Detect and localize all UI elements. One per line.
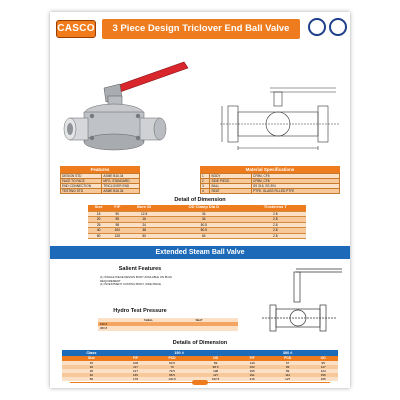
- cell: 98.5: [194, 365, 238, 369]
- dimension-header: F/F: [109, 205, 125, 211]
- material-spec: CF8M, CF8: [252, 179, 340, 184]
- cell: 152.5: [194, 377, 238, 381]
- hydro-title: Hydro Test Pressure: [113, 308, 167, 314]
- feature-label: FACE TO FACE: [61, 179, 102, 184]
- materials-title: Material Specifications: [200, 166, 340, 173]
- cell: 2.8: [245, 233, 306, 239]
- material-spec: PTFE, GLASS FILLED PTFE: [252, 189, 340, 194]
- header: [50, 12, 350, 52]
- cell: 25: [88, 222, 109, 228]
- cell: 38: [125, 228, 163, 234]
- page-title: 3 Piece Design Triclover End Ball Valve: [102, 19, 300, 39]
- cell: 34: [163, 211, 244, 217]
- class-table-title: Details of Dimension: [172, 340, 228, 346]
- cell: 50.5: [163, 228, 244, 234]
- hydro-header: SEAT: [194, 318, 238, 322]
- class-header: Class: [62, 350, 121, 356]
- cell: 25: [62, 369, 121, 373]
- technical-drawing: [218, 82, 344, 162]
- class-header: 300 #: [237, 350, 338, 356]
- cell: 40: [88, 228, 109, 234]
- cell: 165: [308, 377, 338, 381]
- quality-seal-icon: [329, 18, 347, 36]
- feature-value: ASME B16.34: [102, 189, 140, 194]
- cell: 89: [194, 361, 238, 365]
- cell: 12.5: [125, 211, 163, 217]
- cell: 70: [150, 365, 194, 369]
- salient-line: (1) SINGLE PIECE DESIGN BODY AVAILABLE ON BULK: [100, 275, 173, 279]
- sub-header: Size: [62, 356, 121, 361]
- cell: 20: [88, 217, 109, 223]
- sub-header: OD: [308, 356, 338, 361]
- cell: 165: [121, 373, 151, 377]
- cell: 152: [237, 365, 267, 369]
- cell: 50.5: [163, 222, 244, 228]
- cell: 117: [121, 365, 151, 369]
- features-table: [60, 173, 140, 194]
- material-spec: SS 316, SS 304: [252, 184, 340, 189]
- feature-value: ASME B16.34: [102, 174, 140, 179]
- cell: 98.5: [150, 373, 194, 377]
- cell: 108: [194, 369, 238, 373]
- material-part: BODY: [210, 174, 252, 179]
- hydro-table: [98, 318, 238, 331]
- cell: 40: [62, 373, 121, 377]
- cell: 120.5: [150, 377, 194, 381]
- cell: 67: [267, 361, 309, 365]
- cell: 114: [267, 373, 309, 377]
- material-no: 1: [201, 174, 210, 179]
- cell: 89: [267, 369, 309, 373]
- sub-header: F/F: [237, 356, 267, 361]
- cell: 95: [109, 217, 125, 223]
- features-title: Features: [60, 166, 140, 173]
- cell: 125: [109, 233, 125, 239]
- sub-header: F/F: [121, 356, 151, 361]
- cell: 60.5: [150, 361, 194, 365]
- sub-header: PCD: [267, 356, 309, 361]
- cell: 83: [267, 365, 309, 369]
- cell: 95: [308, 361, 338, 365]
- cell: 127: [194, 373, 238, 377]
- salient-features: [100, 276, 250, 287]
- cell: 100: [109, 228, 125, 234]
- feature-value: TRICLOVER END: [102, 184, 140, 189]
- cell: 117: [308, 365, 338, 369]
- sub-header: OD: [194, 356, 238, 361]
- cell: 79.5: [150, 369, 194, 373]
- feature-label: TESTING STD: [61, 189, 102, 194]
- cell: 50: [62, 377, 121, 381]
- cell: 50: [125, 233, 163, 239]
- cell: 2.8: [245, 228, 306, 234]
- salient-line: REQUIREMENT: [100, 278, 121, 283]
- feature-label: END CONNECTION: [61, 184, 102, 189]
- material-part: BALL: [210, 184, 252, 189]
- catalog-sheet: [50, 12, 350, 388]
- table-row: [88, 233, 306, 239]
- dimension-header: Size: [88, 205, 109, 211]
- cell: 16: [125, 217, 163, 223]
- feature-label: DESIGN STD: [61, 174, 102, 179]
- cell: 50: [88, 233, 109, 239]
- cell: [142, 326, 194, 330]
- material-spec: CF8M, CF8: [252, 174, 340, 179]
- cell: 15: [62, 361, 121, 365]
- certification-seal-icon: [308, 18, 326, 36]
- table-row: [98, 326, 238, 330]
- cell: 300 #: [98, 326, 142, 330]
- cell: 150 #: [98, 322, 142, 326]
- cell: 20: [62, 365, 121, 369]
- cell: 24: [125, 222, 163, 228]
- materials-table: [200, 173, 340, 194]
- ball-valve-photo: [56, 52, 196, 164]
- cell: 90: [109, 211, 125, 217]
- page-number: [192, 380, 208, 385]
- cell: 2.8: [245, 222, 306, 228]
- dimension-header: Bore ID: [125, 205, 163, 211]
- salient-line: (1) INVESTMENT CASTING BODY, SIDE PIECE: [100, 282, 161, 287]
- feature-value: MFG. STANDARD: [102, 179, 140, 184]
- cell: 2.8: [245, 211, 306, 217]
- cell: 127: [121, 369, 151, 373]
- cell: 216: [237, 377, 267, 381]
- cell: 108: [121, 361, 151, 365]
- dimension-title: Detail of Dimension: [174, 197, 226, 203]
- cell: 124: [308, 369, 338, 373]
- hydro-header: SHELL: [142, 318, 194, 322]
- cell: 178: [121, 377, 151, 381]
- cell: 15: [88, 211, 109, 217]
- cell: 165: [237, 369, 267, 373]
- cell: 140: [237, 361, 267, 365]
- brand-logo: CASCO: [56, 20, 96, 38]
- dimension-header: OD Clamp Dia D: [163, 205, 244, 211]
- cell: 2.8: [245, 217, 306, 223]
- cell: 191: [237, 373, 267, 377]
- steam-valve-drawing: [256, 265, 346, 335]
- sub-header: PCD: [150, 356, 194, 361]
- steam-section-title: Extended Steam Ball Valve: [50, 246, 350, 259]
- material-no: 3: [201, 184, 210, 189]
- material-part: SEAT: [210, 189, 252, 194]
- class-dimension-table: [62, 350, 338, 381]
- cell: [194, 326, 238, 330]
- cell: 127: [267, 377, 309, 381]
- dimension-table: [88, 205, 306, 239]
- material-no: 4: [201, 189, 210, 194]
- dimension-header: Thickness T: [245, 205, 306, 211]
- cell: 98: [109, 222, 125, 228]
- class-header: 150 #: [121, 350, 238, 356]
- cell: 156: [308, 373, 338, 377]
- material-no: 2: [201, 179, 210, 184]
- cell: 34: [163, 217, 244, 223]
- cell: 64: [163, 233, 244, 239]
- salient-title: Salient Features: [118, 266, 162, 272]
- material-part: SIDE PIECE: [210, 179, 252, 184]
